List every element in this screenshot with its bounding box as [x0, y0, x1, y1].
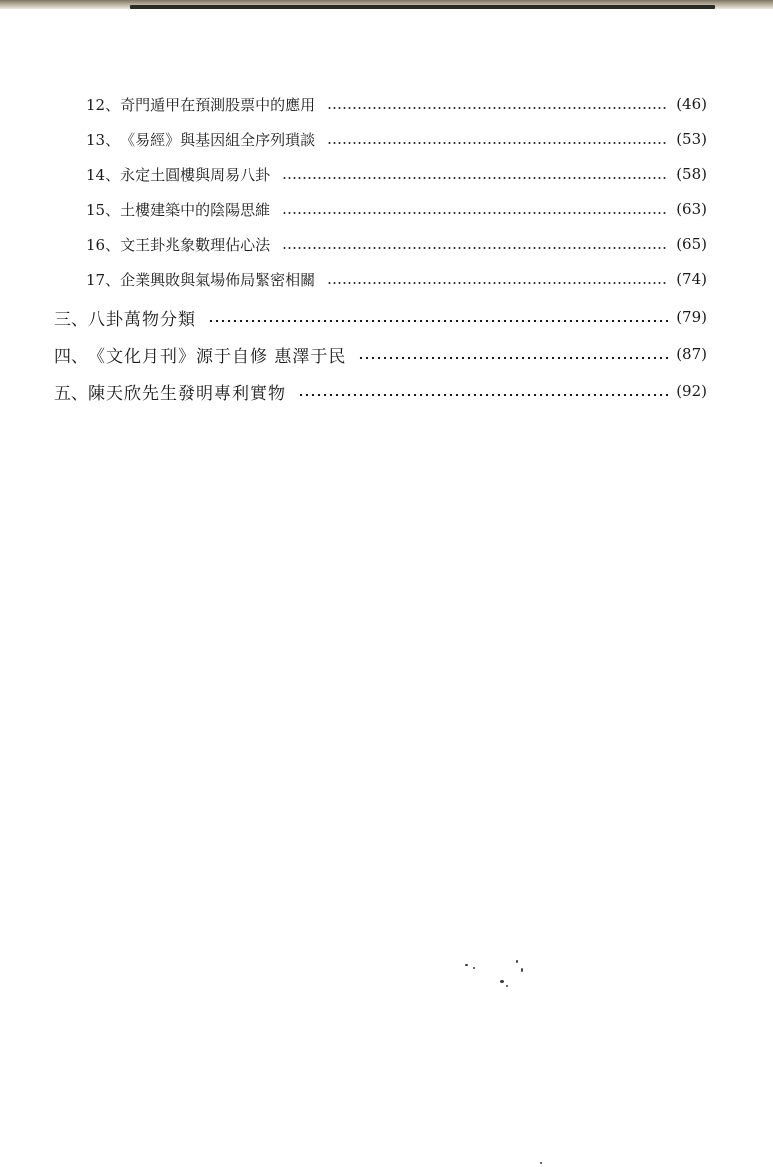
section-title: 八卦萬物分類	[88, 309, 196, 330]
entry-page: (63)	[676, 200, 707, 218]
dot-leader	[327, 282, 668, 284]
entry-number: 12、	[86, 95, 121, 114]
toc-entry-12[interactable]	[86, 93, 707, 115]
scan-speck	[540, 1162, 542, 1164]
toc-entry-16[interactable]	[86, 233, 707, 255]
entry-page: (53)	[676, 130, 707, 148]
entry-number: 13、	[86, 130, 121, 149]
section-page: (79)	[676, 308, 707, 326]
dot-leader	[358, 357, 668, 359]
entry-title: 《易經》與基因組全序列瑣談	[120, 130, 316, 149]
dot-leader	[208, 320, 668, 322]
toc-entry-13[interactable]	[86, 128, 707, 150]
entry-number: 17、	[86, 270, 121, 289]
toc-entry-17[interactable]	[86, 268, 707, 290]
section-number: 五、	[54, 383, 88, 404]
toc-entry-14[interactable]	[86, 163, 707, 185]
entry-title: 土樓建築中的陰陽思維	[120, 200, 271, 219]
scan-speck	[500, 980, 504, 983]
toc-entry-15[interactable]	[86, 198, 707, 220]
dot-leader	[282, 247, 668, 249]
entry-title: 奇門遁甲在預測股票中的應用	[120, 95, 316, 114]
section-page: (87)	[676, 345, 707, 363]
entry-title: 企業興敗與氣場佈局緊密相關	[120, 270, 316, 289]
toc-section-5[interactable]	[54, 378, 707, 404]
header-rule	[130, 5, 715, 9]
section-number: 四、	[54, 346, 88, 367]
dot-leader	[327, 107, 668, 109]
toc-section-4[interactable]	[54, 341, 707, 367]
section-title: 陳天欣先生發明專利實物	[88, 383, 286, 404]
entry-title: 永定土圓樓與周易八卦	[120, 165, 271, 184]
scan-speck	[465, 964, 468, 966]
entry-number: 15、	[86, 200, 121, 219]
entry-page: (74)	[676, 270, 707, 288]
dot-leader	[327, 142, 668, 144]
dot-leader	[282, 212, 668, 214]
entry-page: (46)	[676, 95, 707, 113]
toc-section-3[interactable]	[54, 304, 707, 330]
dot-leader	[298, 394, 668, 396]
entry-number: 14、	[86, 165, 121, 184]
dot-leader	[282, 177, 668, 179]
entry-number: 16、	[86, 235, 121, 254]
scan-speck	[506, 985, 508, 987]
entry-page: (58)	[676, 165, 707, 183]
scan-speck	[473, 967, 475, 969]
section-page: (92)	[676, 382, 707, 400]
entry-page: (65)	[676, 235, 707, 253]
section-number: 三、	[54, 309, 88, 330]
section-title: 《文化月刊》源于自修 惠澤于民	[88, 346, 347, 367]
entry-title: 文王卦兆象數理佔心法	[120, 235, 271, 254]
scan-speck	[521, 968, 523, 972]
scan-speck	[516, 960, 518, 963]
